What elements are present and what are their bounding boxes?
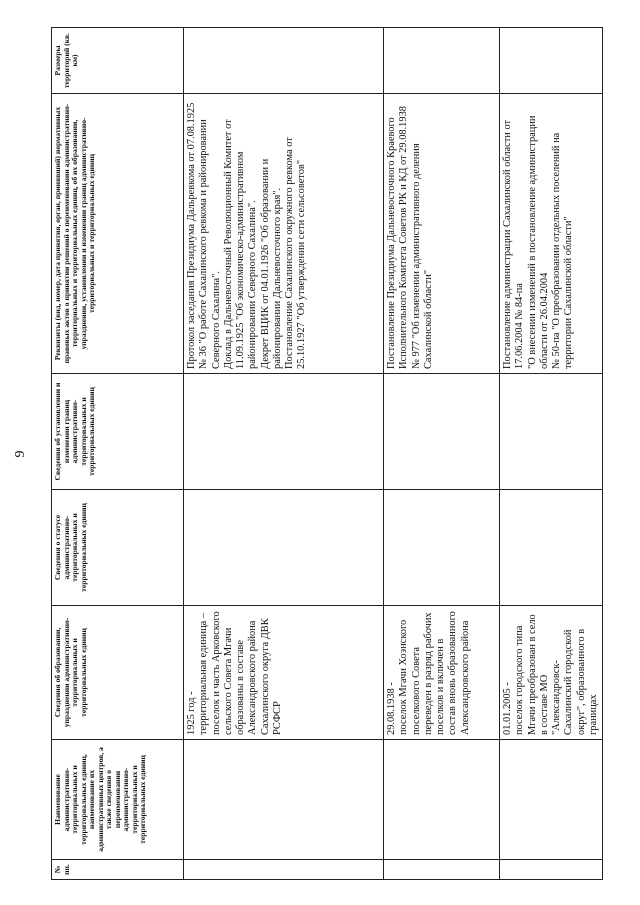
- header-requisites: Реквизиты (вид, номер, дата принятия, орган, принявший) нормативных правовых актов о принятии решений о переименовании административно-территориальных и территориальных единиц, об их образовании, упразднении, установлении и изменении границ административно-территориальных и территориальных единиц: [52, 94, 184, 374]
- cell-changes: [184, 374, 384, 490]
- cell-info: [384, 606, 500, 740]
- cell-info-text: 29.08.1938 - поселок Мгачи Хоэнского поселкового Совета переведен в разряд рабочих поселков и включен в состав вновь образованного Александровского района: [386, 611, 471, 735]
- cell-requisites-text: Протокол заседания Президиума Дальревкома от 07.08.1925 № 36 "О работе Сахалинского ревкома и районировании Северного Сахалина". Доклад в Дальневосточный Революционный Комитет от 11.09.1925 "Об экономическо-административном районировании Северного Сахалина". Декрет ВЦИК от 04.01.1926 "Об образовании и районировании Дальневосточного края". Постановление Сахалинского окружного ревкома от 25.10.1927 "Об утверждении сети сельсоветов": [186, 102, 308, 369]
- cell-info: [500, 606, 603, 740]
- header-status: Сведения о статусе административно-территориальных и территориальных единиц: [52, 490, 184, 606]
- cell-info-text: 01.01.2005 - поселок городского типа Мгачи преобразован в село в составе МО "Александровск-Сахалинский городской округ", образованного в границах: [502, 614, 599, 735]
- cell-num: [500, 860, 603, 880]
- page-number: 9: [13, 450, 28, 458]
- header-name: Наименование административно-территориальных и территориальных единиц, наименование их административных центров, а также сведения о переименовании административно-территориальных и территориальных единиц: [52, 740, 184, 860]
- cell-size: [384, 28, 500, 94]
- cell-name: [384, 740, 500, 860]
- table-row: [500, 28, 603, 880]
- table-row: [384, 28, 500, 880]
- territorial-units-table: [51, 27, 603, 880]
- cell-changes: [500, 374, 603, 490]
- cell-status: [500, 490, 603, 606]
- cell-requisites: [500, 94, 603, 374]
- cell-num: [184, 860, 384, 880]
- cell-info: [184, 606, 384, 740]
- header-row: [52, 28, 184, 880]
- table-row: [184, 28, 384, 880]
- rotated-table-block: [13, 28, 599, 880]
- cell-requisites-text: Постановление администрации Сахалинской области от 17.06.2004 № 84-па "О внесении изменений в постановление администрации области от 26.04.2004 № 50-па "О преобразовании отдельных поселений на территории Сахалинской области": [502, 115, 575, 369]
- cell-name: [184, 740, 384, 860]
- header-num: № пп.: [52, 860, 184, 880]
- cell-status: [184, 490, 384, 606]
- cell-status: [384, 490, 500, 606]
- cell-name: [500, 740, 603, 860]
- cell-changes: [384, 374, 500, 490]
- header-changes: Сведения об установлении и изменении границ административно-территориальных и территориальных единиц: [52, 374, 184, 490]
- cell-num: [384, 860, 500, 880]
- cell-info-text: 1925 год - территориальная единица – поселок и часть Арковского сельского Совета Мгачи образованы в составе Александровского района Сахалинского округа ДВК РСФСР: [186, 611, 283, 735]
- cell-size: [184, 28, 384, 94]
- cell-requisites-text: Постановление Президиума Дальневосточного Краевого Исполнительного Комитета Советов РК и КД от 29.08.1938 № 977 "Об изменении административного деления Сахалинской области": [386, 106, 434, 369]
- cell-requisites: [384, 94, 500, 374]
- cell-size: [500, 28, 603, 94]
- header-size: Размеры территорий (кв. км): [52, 28, 184, 94]
- header-info: Сведения об образовании, упразднении административно-территориальных и территориальных единиц: [52, 606, 184, 740]
- cell-requisites: [184, 94, 384, 374]
